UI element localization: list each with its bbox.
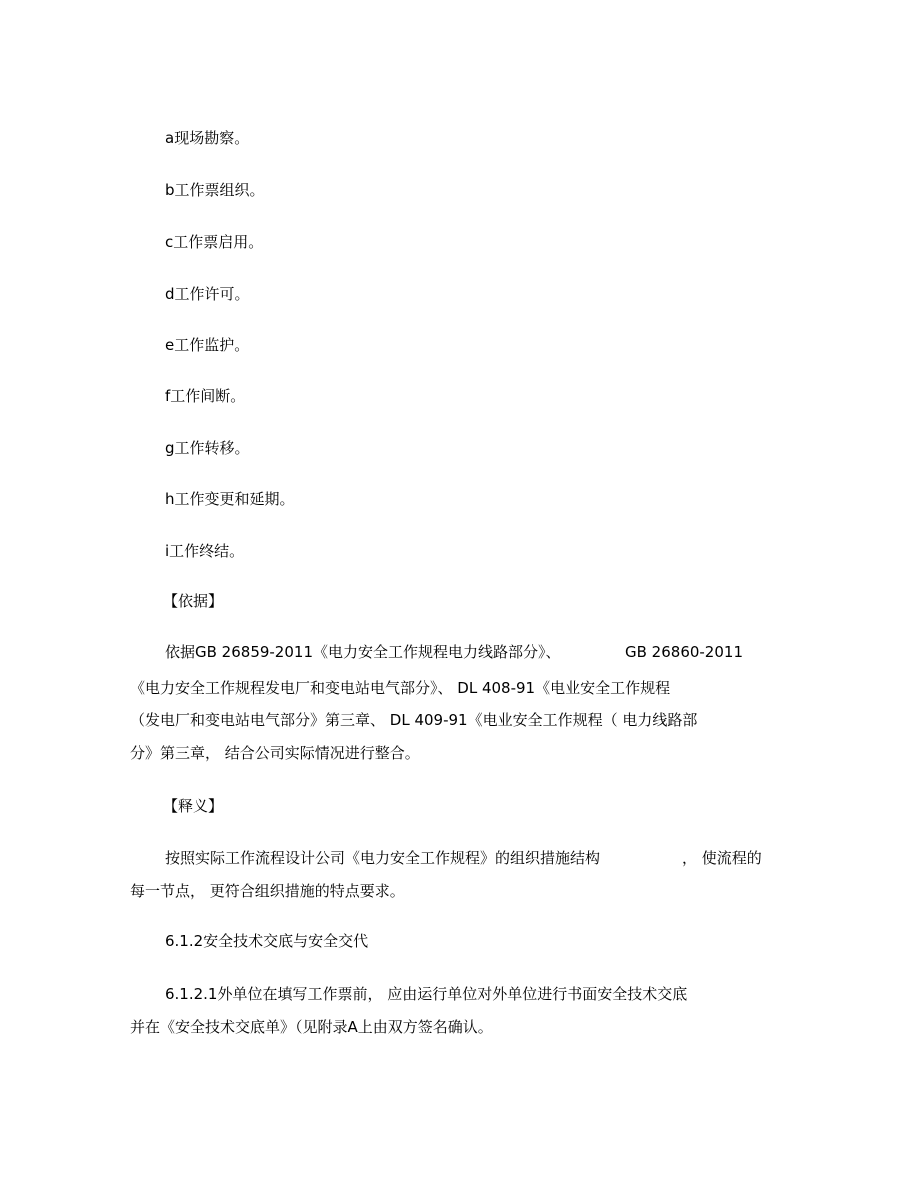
interpretation-line-1: 按照实际工作流程设计公司《电力安全工作规程》的组织措施结构 (165, 849, 601, 867)
basis-line-4: 分》第三章， 结合公司实际情况进行整合。 (130, 744, 420, 762)
list-item-c: c工作票启用。 (165, 233, 264, 251)
list-item-h: h工作变更和延期。 (165, 490, 295, 508)
basis-line-2: 《电力安全工作规程发电厂和变电站电气部分》、 DL 408-91《电业安全工作规程 (130, 679, 671, 697)
interpretation-line-1-tail: ， 使流程的 (682, 849, 762, 867)
basis-line-3: （发电厂和变电站电气部分》第三章、 DL 409-91《电业安全工作规程（ 电力线路部 (130, 711, 698, 729)
basis-line-1 (165, 642, 561, 662)
section-title: 6.1.2安全技术交底与安全交代 (165, 932, 369, 950)
list-item-g: g工作转移。 (165, 439, 250, 457)
list-item-a: a现场勘察。 (165, 129, 250, 147)
list-item-d: d工作许可。 (165, 285, 250, 303)
basis-heading: 【依据】 (163, 592, 224, 610)
interpretation-heading: 【释义】 (163, 797, 224, 815)
clause-line-2: 并在《安全技术交底单》（见附录A上由双方签名确认。 (130, 1018, 493, 1036)
list-item-b: b工作票组织。 (165, 181, 265, 199)
list-item-e: e工作监护。 (165, 336, 250, 354)
basis-line-1-standard: GB 26860-2011 (625, 643, 743, 661)
basis-line-1-text: 依据GB 26859-2011《电力安全工作规程电力线路部分》、 (165, 643, 561, 661)
list-item-i: i工作终结。 (165, 542, 245, 560)
interpretation-line-2: 每一节点， 更符合组织措施的特点要求。 (130, 882, 405, 900)
clause-line-1: 6.1.2.1外单位在填写工作票前， 应由运行单位对外单位进行书面安全技术交底 (165, 985, 688, 1003)
list-item-f: f工作间断。 (165, 387, 246, 405)
